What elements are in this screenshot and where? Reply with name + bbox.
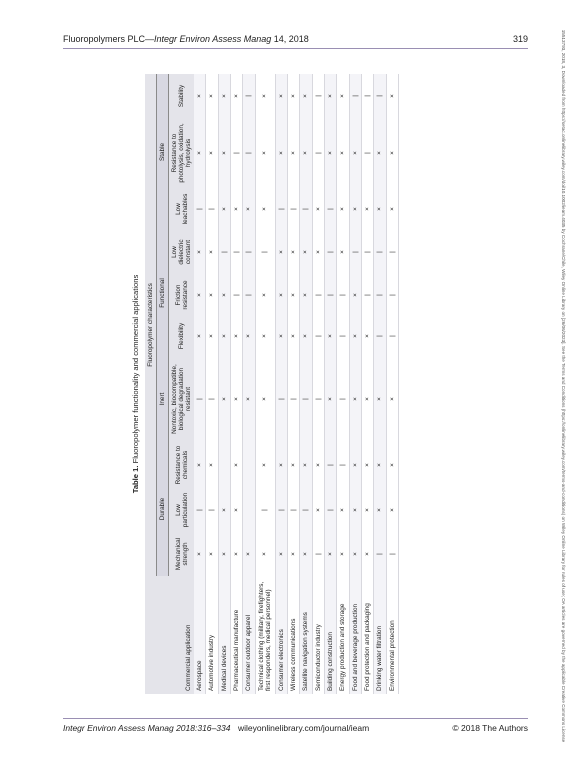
table-row bbox=[255, 74, 275, 694]
cell-mark: × bbox=[255, 274, 275, 316]
cell-mark: × bbox=[349, 188, 361, 230]
application-name: Consumer electronics bbox=[275, 576, 287, 694]
cell-mark: | bbox=[374, 274, 386, 316]
cell-mark: × bbox=[194, 274, 206, 316]
cell-mark: × bbox=[312, 488, 324, 532]
cell-mark: × bbox=[287, 274, 299, 316]
cell-mark: × bbox=[349, 118, 361, 188]
cell-mark: × bbox=[374, 442, 386, 488]
cell-mark: | bbox=[312, 532, 324, 576]
cell-mark: × bbox=[300, 118, 312, 188]
cell-mark: | bbox=[362, 118, 374, 188]
cell-mark: × bbox=[300, 74, 312, 118]
cell-mark: × bbox=[374, 488, 386, 532]
cell-mark: × bbox=[255, 442, 275, 488]
cell-mark: × bbox=[275, 532, 287, 576]
cell-mark: × bbox=[218, 316, 230, 356]
cell-mark: | bbox=[312, 118, 324, 188]
cell-mark: | bbox=[287, 488, 299, 532]
cell-mark: | bbox=[324, 230, 336, 274]
cell-mark: × bbox=[337, 74, 349, 118]
cell-mark: | bbox=[275, 356, 287, 442]
cell-mark: × bbox=[218, 188, 230, 230]
cell-mark: × bbox=[324, 118, 336, 188]
cell-mark: × bbox=[324, 532, 336, 576]
application-name: Wireless communications bbox=[287, 576, 299, 694]
application-name: Food and beverage production bbox=[349, 576, 361, 694]
table-row bbox=[312, 74, 324, 694]
cell-mark: × bbox=[231, 442, 243, 488]
header-characteristics: Fluoropolymer characteristics bbox=[145, 74, 157, 576]
cell-mark: | bbox=[349, 74, 361, 118]
cell-mark: | bbox=[386, 230, 398, 274]
cell-mark: × bbox=[287, 230, 299, 274]
cell-mark: × bbox=[337, 488, 349, 532]
group-inert: Inert bbox=[157, 356, 169, 442]
col-low-leachables: Low leachables bbox=[169, 188, 195, 230]
col-flexibility: Flexibility bbox=[169, 316, 195, 356]
application-name: Aerospace bbox=[194, 576, 206, 694]
footer-url: wileyonlinelibrary.com/journal/ieam bbox=[238, 723, 370, 733]
table-body bbox=[194, 74, 399, 694]
cell-mark: | bbox=[243, 118, 255, 188]
table-row bbox=[386, 74, 398, 694]
cell-mark: × bbox=[218, 488, 230, 532]
cell-mark: × bbox=[231, 532, 243, 576]
cell-mark: × bbox=[194, 532, 206, 576]
cell-mark: | bbox=[206, 488, 218, 532]
table-row bbox=[324, 74, 336, 694]
cell-mark: | bbox=[349, 230, 361, 274]
cell-mark: × bbox=[312, 230, 324, 274]
cell-mark: | bbox=[206, 188, 218, 230]
cell-mark: × bbox=[231, 188, 243, 230]
cell-mark: × bbox=[218, 74, 230, 118]
cell-mark: × bbox=[287, 532, 299, 576]
cell-mark: | bbox=[255, 230, 275, 274]
application-name: Consumer outdoor apparel bbox=[243, 576, 255, 694]
cell-mark: | bbox=[337, 274, 349, 316]
cell-mark: | bbox=[312, 316, 324, 356]
col-resistance-chemicals: Resistance to chemicals bbox=[169, 442, 195, 488]
application-name: Medical devices bbox=[218, 576, 230, 694]
cell-mark: × bbox=[386, 488, 398, 532]
cell-mark: × bbox=[324, 316, 336, 356]
cell-mark: × bbox=[218, 118, 230, 188]
cell-mark: | bbox=[231, 118, 243, 188]
cell-mark: × bbox=[243, 356, 255, 442]
cell-mark: | bbox=[337, 356, 349, 442]
header-rule bbox=[63, 48, 528, 49]
group-durable: Durable bbox=[157, 442, 169, 576]
cell-mark: × bbox=[386, 356, 398, 442]
cell-mark: | bbox=[194, 356, 206, 442]
cell-mark: × bbox=[349, 316, 361, 356]
cell-mark: × bbox=[337, 118, 349, 188]
cell-mark: | bbox=[324, 188, 336, 230]
cell-mark: | bbox=[312, 356, 324, 442]
cell-mark: × bbox=[324, 74, 336, 118]
cell-mark: × bbox=[386, 118, 398, 188]
table-row bbox=[206, 74, 218, 694]
table-caption: Table 1. Fluoropolymer functionality and commercial applications bbox=[131, 274, 140, 494]
cell-mark: | bbox=[218, 230, 230, 274]
cell-mark: × bbox=[255, 316, 275, 356]
cell-mark: × bbox=[324, 356, 336, 442]
application-name: Building construction bbox=[324, 576, 336, 694]
cell-mark: | bbox=[243, 274, 255, 316]
cell-mark: × bbox=[194, 118, 206, 188]
cell-mark: × bbox=[231, 316, 243, 356]
application-name: Energy production and storage bbox=[337, 576, 349, 694]
cell-mark: × bbox=[337, 188, 349, 230]
cell-mark: × bbox=[362, 188, 374, 230]
table-row bbox=[231, 74, 243, 694]
col-mechanical-strength: Mechanical strength bbox=[169, 532, 195, 576]
cell-mark: | bbox=[386, 532, 398, 576]
cell-mark: | bbox=[362, 74, 374, 118]
cell-mark: | bbox=[300, 356, 312, 442]
cell-mark: × bbox=[287, 74, 299, 118]
table-row bbox=[243, 74, 255, 694]
cell-mark: × bbox=[362, 532, 374, 576]
group-functional: Functional bbox=[157, 230, 169, 356]
cell-mark: × bbox=[275, 74, 287, 118]
cell-mark: | bbox=[194, 488, 206, 532]
cell-mark: × bbox=[300, 532, 312, 576]
col-low-particulation: Low particulation bbox=[169, 488, 195, 532]
table-row bbox=[287, 74, 299, 694]
cell-mark: × bbox=[337, 532, 349, 576]
cell-mark: | bbox=[386, 274, 398, 316]
cell-mark: × bbox=[349, 356, 361, 442]
cell-mark: × bbox=[206, 74, 218, 118]
cell-mark: × bbox=[206, 316, 218, 356]
cell-mark: × bbox=[275, 316, 287, 356]
cell-mark: | bbox=[275, 188, 287, 230]
functionality-table bbox=[145, 74, 399, 694]
cell-mark: × bbox=[275, 442, 287, 488]
cell-mark: × bbox=[255, 532, 275, 576]
cell-mark: × bbox=[206, 274, 218, 316]
cell-mark: | bbox=[287, 188, 299, 230]
cell-mark: | bbox=[275, 488, 287, 532]
col-nontoxic: Nontoxic, biocompatible, biological degradation resistant bbox=[169, 356, 195, 442]
cell-mark: × bbox=[243, 532, 255, 576]
application-name: Environmental protection bbox=[386, 576, 398, 694]
footer-citation: Integr Environ Assess Manag 2018:316–334 bbox=[63, 723, 231, 733]
cell-mark: × bbox=[275, 274, 287, 316]
cell-mark: × bbox=[194, 316, 206, 356]
cell-mark: × bbox=[362, 356, 374, 442]
cell-mark: | bbox=[287, 356, 299, 442]
cell-mark: | bbox=[231, 230, 243, 274]
cell-mark: | bbox=[324, 274, 336, 316]
cell-mark: × bbox=[300, 316, 312, 356]
table-row bbox=[349, 74, 361, 694]
cell-mark: × bbox=[275, 118, 287, 188]
cell-mark: × bbox=[218, 274, 230, 316]
cell-mark: | bbox=[374, 74, 386, 118]
cell-mark: × bbox=[206, 230, 218, 274]
cell-mark: × bbox=[206, 532, 218, 576]
cell-mark: × bbox=[287, 118, 299, 188]
running-header-left: Fluoropolymers PLC—Integr Environ Assess Manag 14, 2018 bbox=[63, 34, 309, 44]
cell-mark bbox=[243, 488, 255, 532]
cell-mark: × bbox=[243, 316, 255, 356]
table-row bbox=[275, 74, 287, 694]
cell-mark: × bbox=[218, 532, 230, 576]
cell-mark: | bbox=[374, 316, 386, 356]
col-stability: Stability bbox=[169, 74, 195, 118]
cell-mark: | bbox=[243, 230, 255, 274]
cell-mark: × bbox=[206, 442, 218, 488]
cell-mark: × bbox=[349, 274, 361, 316]
cell-mark: | bbox=[324, 442, 336, 488]
cell-mark: × bbox=[231, 488, 243, 532]
rotated-table-container bbox=[131, 74, 491, 694]
cell-mark: | bbox=[374, 532, 386, 576]
cell-mark bbox=[243, 442, 255, 488]
page-number: 319 bbox=[512, 34, 528, 44]
cell-mark: × bbox=[275, 230, 287, 274]
cell-mark: × bbox=[300, 442, 312, 488]
cell-mark: × bbox=[386, 74, 398, 118]
cell-mark: | bbox=[386, 316, 398, 356]
cell-mark: × bbox=[194, 442, 206, 488]
application-name: Food protection and packaging bbox=[362, 576, 374, 694]
cell-mark: × bbox=[255, 74, 275, 118]
cell-mark: | bbox=[300, 188, 312, 230]
cell-mark: × bbox=[374, 118, 386, 188]
cell-mark: × bbox=[386, 188, 398, 230]
cell-mark: | bbox=[337, 442, 349, 488]
cell-mark: | bbox=[243, 74, 255, 118]
cell-mark: × bbox=[349, 532, 361, 576]
application-name: Technical clothing (military, firefighters, first responders, medical personnel) bbox=[255, 576, 275, 694]
cell-mark: × bbox=[231, 74, 243, 118]
cell-mark: | bbox=[374, 230, 386, 274]
table-row bbox=[362, 74, 374, 694]
cell-mark: | bbox=[194, 188, 206, 230]
cell-mark: × bbox=[312, 442, 324, 488]
download-notice: 15513793, 2018, 3, Downloaded from https://setac.onlinelibrary.wiley.com/doi/10.1002/ieam.4035 by Cochrane/Chile, Wiley Online Library on [26/06/2023]. See the Terms and Conditions (https://onlinelibrary.wiley.com/terms-and-conditions) on Wiley Online Library for rules of use; OA articles are governed by the applicable Creative Commons License bbox=[561, 29, 566, 743]
cell-mark bbox=[218, 442, 230, 488]
header-commercial-application: Commercial application bbox=[145, 576, 194, 694]
cell-mark: × bbox=[362, 488, 374, 532]
col-resistance-photolysis: Resistance to photolysis, oxidation, hydrolysis bbox=[169, 118, 195, 188]
cell-mark: × bbox=[374, 188, 386, 230]
cell-mark: × bbox=[206, 118, 218, 188]
table-row bbox=[218, 74, 230, 694]
application-name: Satellite navigation systems bbox=[300, 576, 312, 694]
application-name: Semiconductor industry bbox=[312, 576, 324, 694]
cell-mark: | bbox=[312, 274, 324, 316]
cell-mark: × bbox=[374, 356, 386, 442]
footer-rule bbox=[63, 718, 528, 719]
cell-mark: | bbox=[206, 356, 218, 442]
cell-mark: × bbox=[255, 188, 275, 230]
cell-mark: | bbox=[231, 274, 243, 316]
cell-mark: × bbox=[218, 356, 230, 442]
cell-mark: | bbox=[300, 488, 312, 532]
cell-mark: × bbox=[255, 118, 275, 188]
col-low-dielectric: Low dielectric constant bbox=[169, 230, 195, 274]
cell-mark: × bbox=[337, 230, 349, 274]
cell-mark: × bbox=[349, 442, 361, 488]
footer-copyright: © 2018 The Authors bbox=[452, 723, 528, 733]
cell-mark: × bbox=[362, 316, 374, 356]
cell-mark: × bbox=[312, 188, 324, 230]
cell-mark: × bbox=[287, 316, 299, 356]
cell-mark: × bbox=[255, 356, 275, 442]
cell-mark: × bbox=[194, 230, 206, 274]
table-row bbox=[300, 74, 312, 694]
group-stable: Stable bbox=[157, 74, 169, 230]
application-name: Pharmaceutical manufacture bbox=[231, 576, 243, 694]
cell-mark: | bbox=[312, 74, 324, 118]
table-row bbox=[374, 74, 386, 694]
table-row bbox=[194, 74, 206, 694]
cell-mark: × bbox=[349, 488, 361, 532]
table-row bbox=[337, 74, 349, 694]
cell-mark: × bbox=[300, 230, 312, 274]
cell-mark: × bbox=[194, 74, 206, 118]
cell-mark: | bbox=[362, 274, 374, 316]
cell-mark: × bbox=[300, 274, 312, 316]
cell-mark: | bbox=[324, 488, 336, 532]
cell-mark: × bbox=[231, 356, 243, 442]
cell-mark: × bbox=[362, 442, 374, 488]
cell-mark: × bbox=[243, 188, 255, 230]
cell-mark: × bbox=[386, 442, 398, 488]
application-name: Automotive industry bbox=[206, 576, 218, 694]
cell-mark: × bbox=[287, 442, 299, 488]
cell-mark: | bbox=[362, 230, 374, 274]
cell-mark: | bbox=[255, 488, 275, 532]
col-friction-resistance: Friction resistance bbox=[169, 274, 195, 316]
cell-mark: | bbox=[337, 316, 349, 356]
application-name: Drinking water filtration bbox=[374, 576, 386, 694]
